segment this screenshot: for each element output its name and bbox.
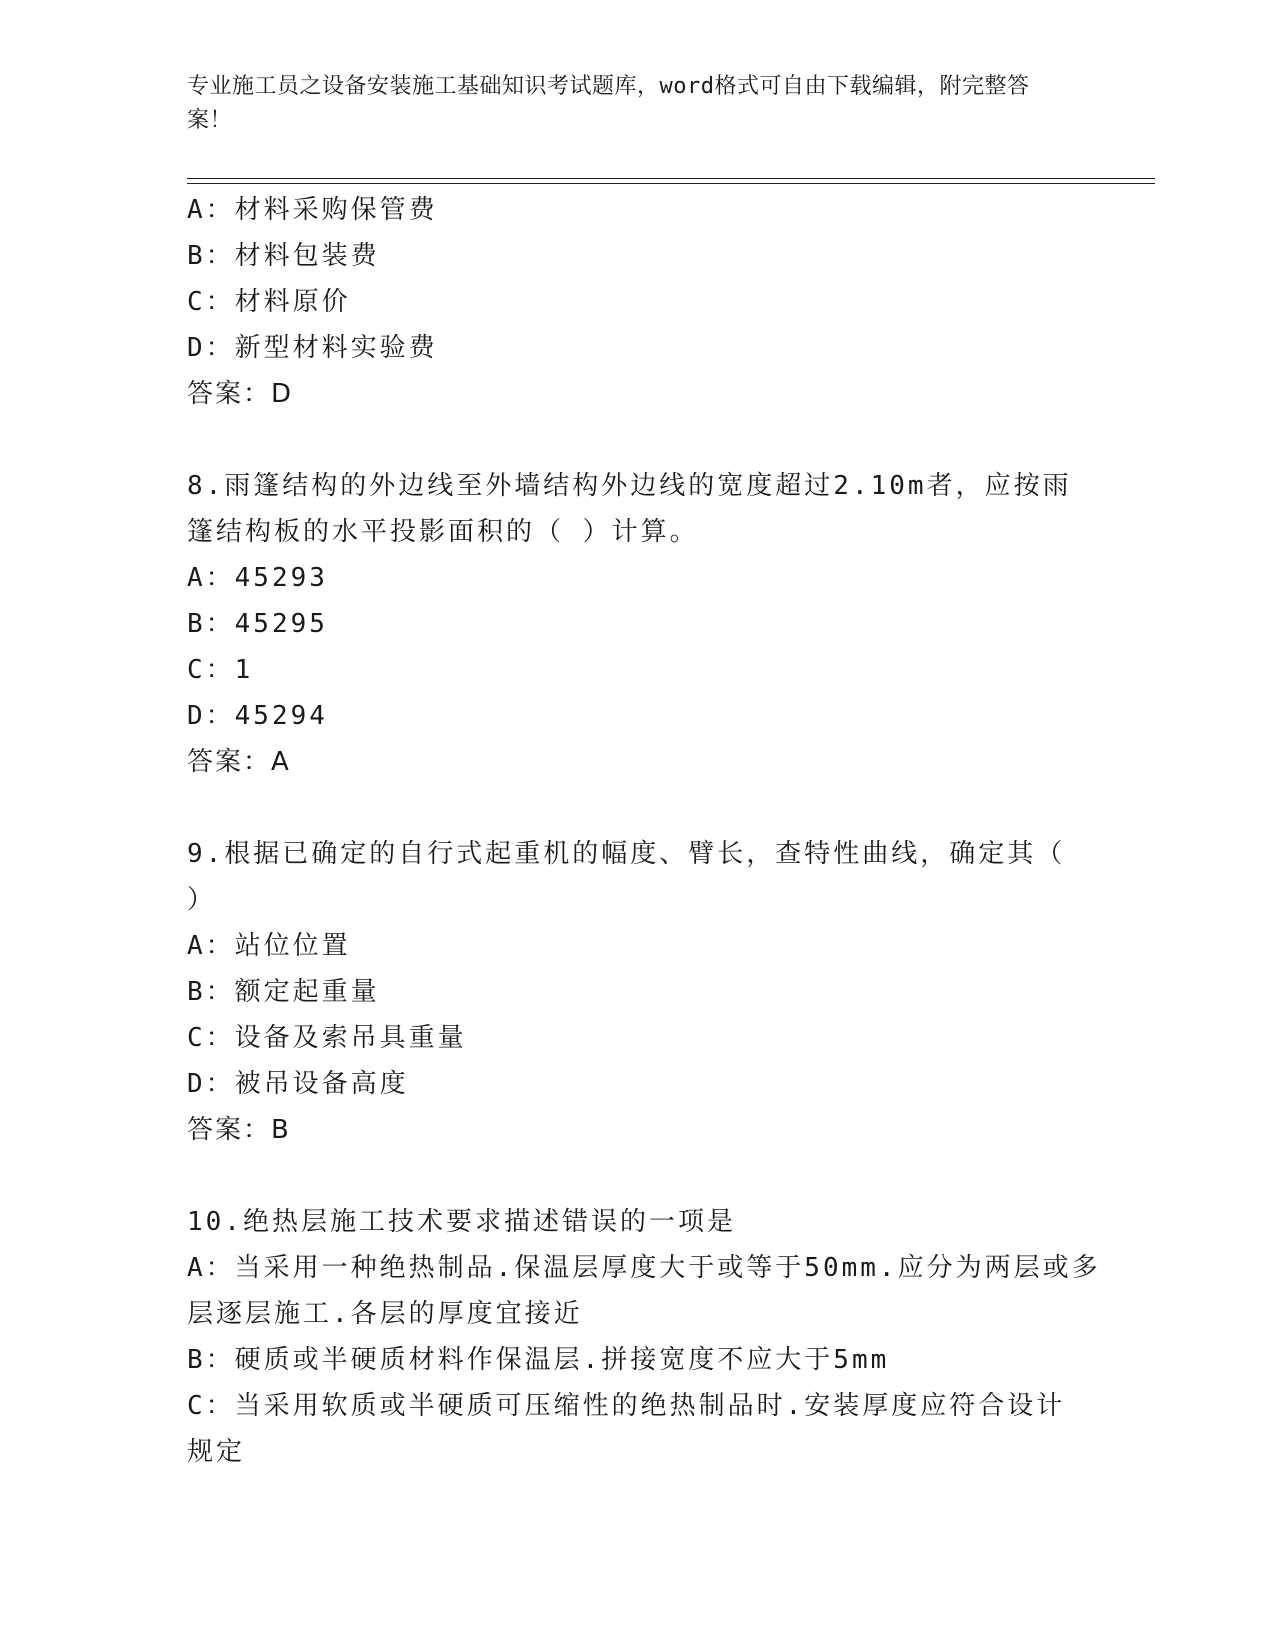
option-d: D：45294 xyxy=(187,701,328,731)
option-c: C：当采用软质或半硬质可压缩性的绝热制品时.安装厚度应符合设计 xyxy=(187,1391,1066,1421)
question-stem-continued: 篷结构板的水平投影面积的（ ）计算。 xyxy=(187,517,699,547)
option-a: A：站位位置 xyxy=(187,931,351,961)
document-title: 专业施工员之设备安装施工基础知识考试题库，word格式可自由下载编辑，附完整答案！ xyxy=(187,74,1030,133)
spacer xyxy=(187,1153,1087,1199)
question-stem: 10.绝热层施工技术要求描述错误的一项是 xyxy=(187,1207,736,1237)
option-a: A：材料采购保管费 xyxy=(187,195,438,225)
question-9-block xyxy=(187,831,1087,1153)
header-rule-top xyxy=(187,178,1155,179)
option-a: A：45293 xyxy=(187,563,328,593)
question-stem-continued: ） xyxy=(187,885,217,915)
question-list xyxy=(187,187,1101,1475)
option-c-continued: 规定 xyxy=(187,1437,246,1467)
option-d: D：新型材料实验费 xyxy=(187,333,438,363)
answer-line: 答案：B xyxy=(187,1115,291,1145)
document-header xyxy=(187,70,1087,138)
option-a-continued: 层逐层施工.各层的厚度宜接近 xyxy=(187,1299,583,1329)
option-a: A：当采用一种绝热制品.保温层厚度大于或等于50mm.应分为两层或多 xyxy=(187,1253,1101,1283)
header-rule-bottom xyxy=(187,183,1155,184)
answer-line: 答案：A xyxy=(187,747,291,777)
question-8-block xyxy=(187,463,1087,785)
option-b: B：硬质或半硬质材料作保温层.拼接宽度不应大于5mm xyxy=(187,1345,890,1375)
option-c: C：材料原价 xyxy=(187,287,351,317)
spacer xyxy=(187,785,1087,831)
question-10-block xyxy=(187,1199,1101,1475)
answer-line: 答案：D xyxy=(187,379,294,409)
option-c: C：1 xyxy=(187,655,254,685)
question-stem: 8.雨篷结构的外边线至外墙结构外边线的宽度超过2.10m者，应按雨 xyxy=(187,471,1072,501)
option-b: B：材料包装费 xyxy=(187,241,380,271)
option-b: B：45295 xyxy=(187,609,328,639)
question-stem: 9.根据已确定的自行式起重机的幅度、臂长，查特性曲线，确定其（ xyxy=(187,839,1066,869)
option-c: C：设备及索吊具重量 xyxy=(187,1023,467,1053)
option-b: B：额定起重量 xyxy=(187,977,380,1007)
question-7-block xyxy=(187,187,1087,417)
spacer xyxy=(187,417,1087,463)
option-d: D：被吊设备高度 xyxy=(187,1069,409,1099)
